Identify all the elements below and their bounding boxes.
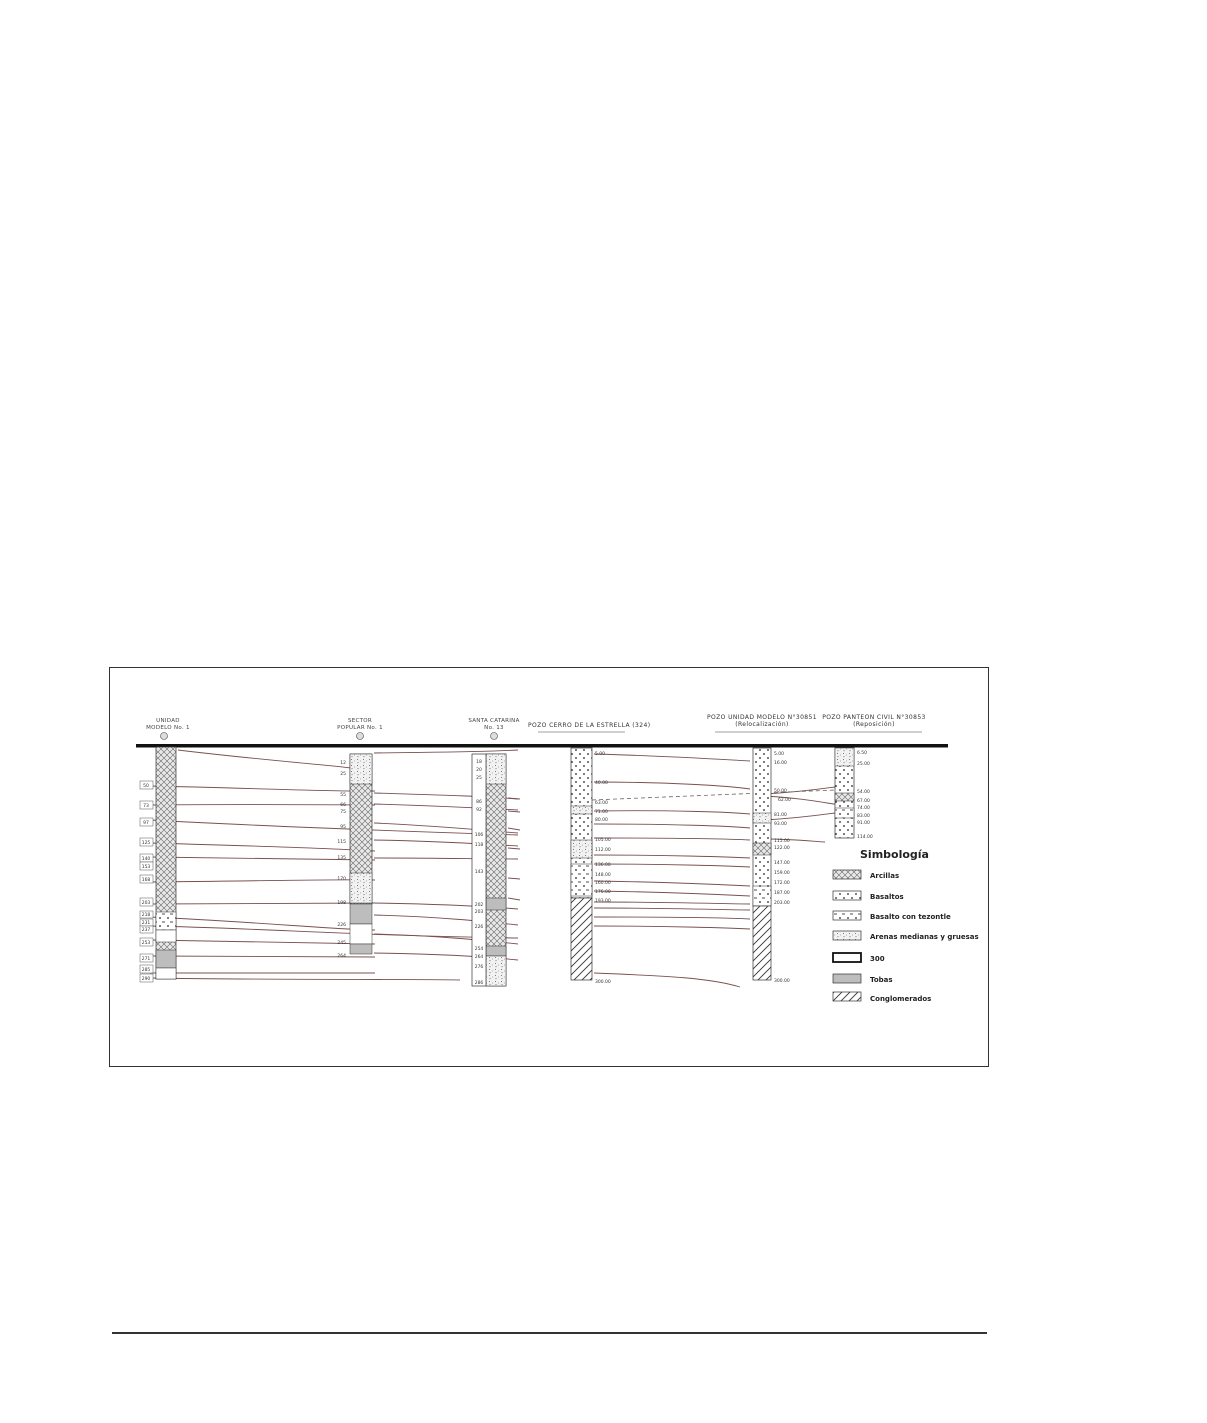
well-header-line: (Reposición) (853, 721, 895, 728)
depth-label: 5.00 (774, 752, 785, 757)
depth-label: 12 (340, 761, 346, 766)
well-column-1 (156, 747, 176, 979)
depth-label: 143 (474, 870, 484, 875)
correlation-lines-left (150, 750, 520, 980)
depth-label: 25.00 (857, 762, 870, 767)
well-marker-icon (491, 733, 498, 740)
depth-label: 81.00 (774, 813, 787, 818)
depth-label: 300.00 (595, 980, 611, 985)
depth-label: 168 (141, 878, 151, 883)
depth-label: 50 (143, 784, 149, 789)
depth-label: 231 (141, 921, 151, 926)
depth-label: 254 (474, 947, 484, 952)
depth-label: 286 (474, 981, 484, 986)
well-4-depth-labels (595, 751, 611, 985)
depth-label: 75 (340, 810, 346, 815)
depth-label: 50.00 (774, 789, 787, 794)
depth-label: 237 (141, 928, 151, 933)
ground-surface-line (136, 744, 948, 748)
depth-label: 122.00 (774, 846, 790, 851)
depth-label: 18 (476, 760, 482, 765)
depth-label: 148.00 (595, 873, 611, 878)
legend-title: Simbología (860, 848, 929, 861)
depth-label: 245 (337, 941, 346, 946)
depth-label: 86 (476, 800, 482, 805)
well-header-line: POPULAR No. 1 (337, 725, 383, 731)
well-6-depth-labels (857, 750, 873, 840)
legend-swatch-basalto-tezontle (833, 911, 861, 920)
well-header-sector-popular (337, 718, 383, 740)
correlation-lines-right (594, 754, 840, 987)
depth-label: 264 (337, 954, 346, 959)
depth-label: 203 (141, 901, 151, 906)
well-header-panteon-civil (808, 714, 926, 732)
well-header-santa-catarina (468, 718, 519, 740)
depth-label: 160.00 (595, 881, 611, 886)
well-5-depth-labels (774, 751, 791, 984)
depth-label: 170 (337, 877, 346, 882)
depth-label: 172.00 (774, 881, 790, 886)
depth-label: 140 (141, 857, 151, 862)
stratigraphic-section-diagram (110, 668, 990, 1068)
depth-label: 83.00 (857, 814, 870, 819)
depth-label: 118 (474, 843, 484, 848)
depth-label: 5.00 (595, 752, 606, 757)
legend-swatch-300 (833, 953, 861, 962)
legend (833, 848, 979, 1003)
depth-label: 153 (141, 865, 151, 870)
depth-label: 203 (474, 910, 484, 915)
depth-label: 218 (141, 913, 151, 918)
depth-label: 93.00 (774, 822, 787, 827)
depth-label: 95 (340, 825, 346, 830)
legend-label: Conglomerados (870, 995, 932, 1003)
well-column-5 (753, 748, 771, 980)
depth-label: 159.00 (774, 871, 790, 876)
well-header-unidad-modelo (146, 718, 190, 740)
depth-label: 271 (141, 957, 151, 962)
depth-label: 25 (476, 776, 482, 781)
depth-label: 105.00 (595, 838, 611, 843)
depth-label: 63.00 (595, 801, 608, 806)
legend-label: Basalto con tezontle (870, 913, 951, 921)
depth-label: 114.00 (857, 835, 873, 840)
well-marker-icon (357, 733, 364, 740)
well-header-line: SECTOR (347, 718, 373, 724)
well-header-line: (Relocalización) (735, 721, 789, 728)
depth-label: 73 (143, 804, 149, 809)
depth-label: 115.00 (774, 839, 790, 844)
depth-label: 203.00 (774, 901, 790, 906)
depth-label: 125 (141, 841, 151, 846)
depth-label: 290 (141, 977, 151, 982)
depth-label: 187.00 (774, 891, 790, 896)
depth-label: 264 (474, 955, 484, 960)
well-column-2 (350, 754, 372, 954)
well-header-line: SANTA CATARINA (468, 718, 520, 724)
depth-label: 176.00 (595, 890, 611, 895)
depth-label: 112.00 (595, 848, 611, 853)
depth-label: 67.00 (857, 799, 870, 804)
depth-label: 106 (474, 833, 484, 838)
depth-label: 193.00 (595, 899, 611, 904)
depth-label: 136.00 (595, 863, 611, 868)
depth-label: 226 (474, 925, 484, 930)
well-column-6 (835, 748, 854, 838)
figure-frame (109, 667, 989, 1067)
legend-swatch-arcillas (833, 870, 861, 879)
legend-swatch-tobas (833, 974, 861, 983)
well-1-depth-labels (140, 781, 153, 982)
legend-label: Basaltos (870, 893, 904, 901)
depth-label: 16.00 (774, 761, 787, 766)
well-header-line: POZO UNIDAD MODELO N°30851 (707, 714, 817, 721)
depth-label: 74.00 (857, 806, 870, 811)
depth-label: 253 (141, 941, 151, 946)
legend-label: Arenas medianas y gruesas (870, 933, 979, 941)
well-header-line: UNIDAD (156, 718, 180, 724)
depth-label: 198 (337, 901, 346, 906)
well-column-4 (571, 748, 592, 980)
well-header-line: MODELO No. 1 (146, 725, 190, 731)
depth-label: 276 (474, 965, 484, 970)
depth-label: 20 (476, 768, 482, 773)
legend-swatch-basaltos (833, 891, 861, 900)
legend-label: 300 (870, 955, 885, 963)
depth-label: 202 (474, 903, 484, 908)
well-header-unidad-modelo-30851 (707, 714, 817, 732)
depth-label: 135 (337, 856, 346, 861)
depth-label: 115 (337, 840, 346, 845)
depth-label: 285 (141, 968, 151, 973)
depth-label: 55 (340, 793, 346, 798)
depth-label: 54.00 (857, 790, 870, 795)
legend-label: Tobas (870, 976, 893, 984)
depth-label: 300.00 (774, 979, 790, 984)
depth-label: 226 (337, 923, 346, 928)
well-header-line: POZO CERRO DE LA ESTRELLA (324) (528, 722, 651, 729)
legend-swatch-conglomerados (833, 992, 861, 1001)
depth-label: 92 (476, 808, 482, 813)
depth-label: 147.00 (774, 861, 790, 866)
depth-label: 71.00 (595, 810, 608, 815)
depth-label: 91.00 (857, 821, 870, 826)
legend-label: Arcillas (870, 872, 900, 880)
depth-label: 66 (340, 803, 346, 808)
dashed-correlation-line (592, 790, 835, 800)
depth-label: 40.00 (595, 781, 608, 786)
depth-label: 25 (340, 772, 346, 777)
legend-swatch-arenas (833, 931, 861, 940)
footer-rule (112, 1332, 987, 1334)
depth-label: 80.00 (595, 818, 608, 823)
well-header-line: POZO PANTEON CIVIL N°30853 (822, 714, 926, 721)
depth-label: 62.00 (778, 798, 791, 803)
well-marker-icon (161, 733, 168, 740)
depth-label: 6.50 (857, 751, 868, 756)
well-header-cerro-estrella (528, 722, 650, 732)
well-header-line: No. 13 (484, 725, 504, 731)
depth-label: 97 (143, 821, 149, 826)
